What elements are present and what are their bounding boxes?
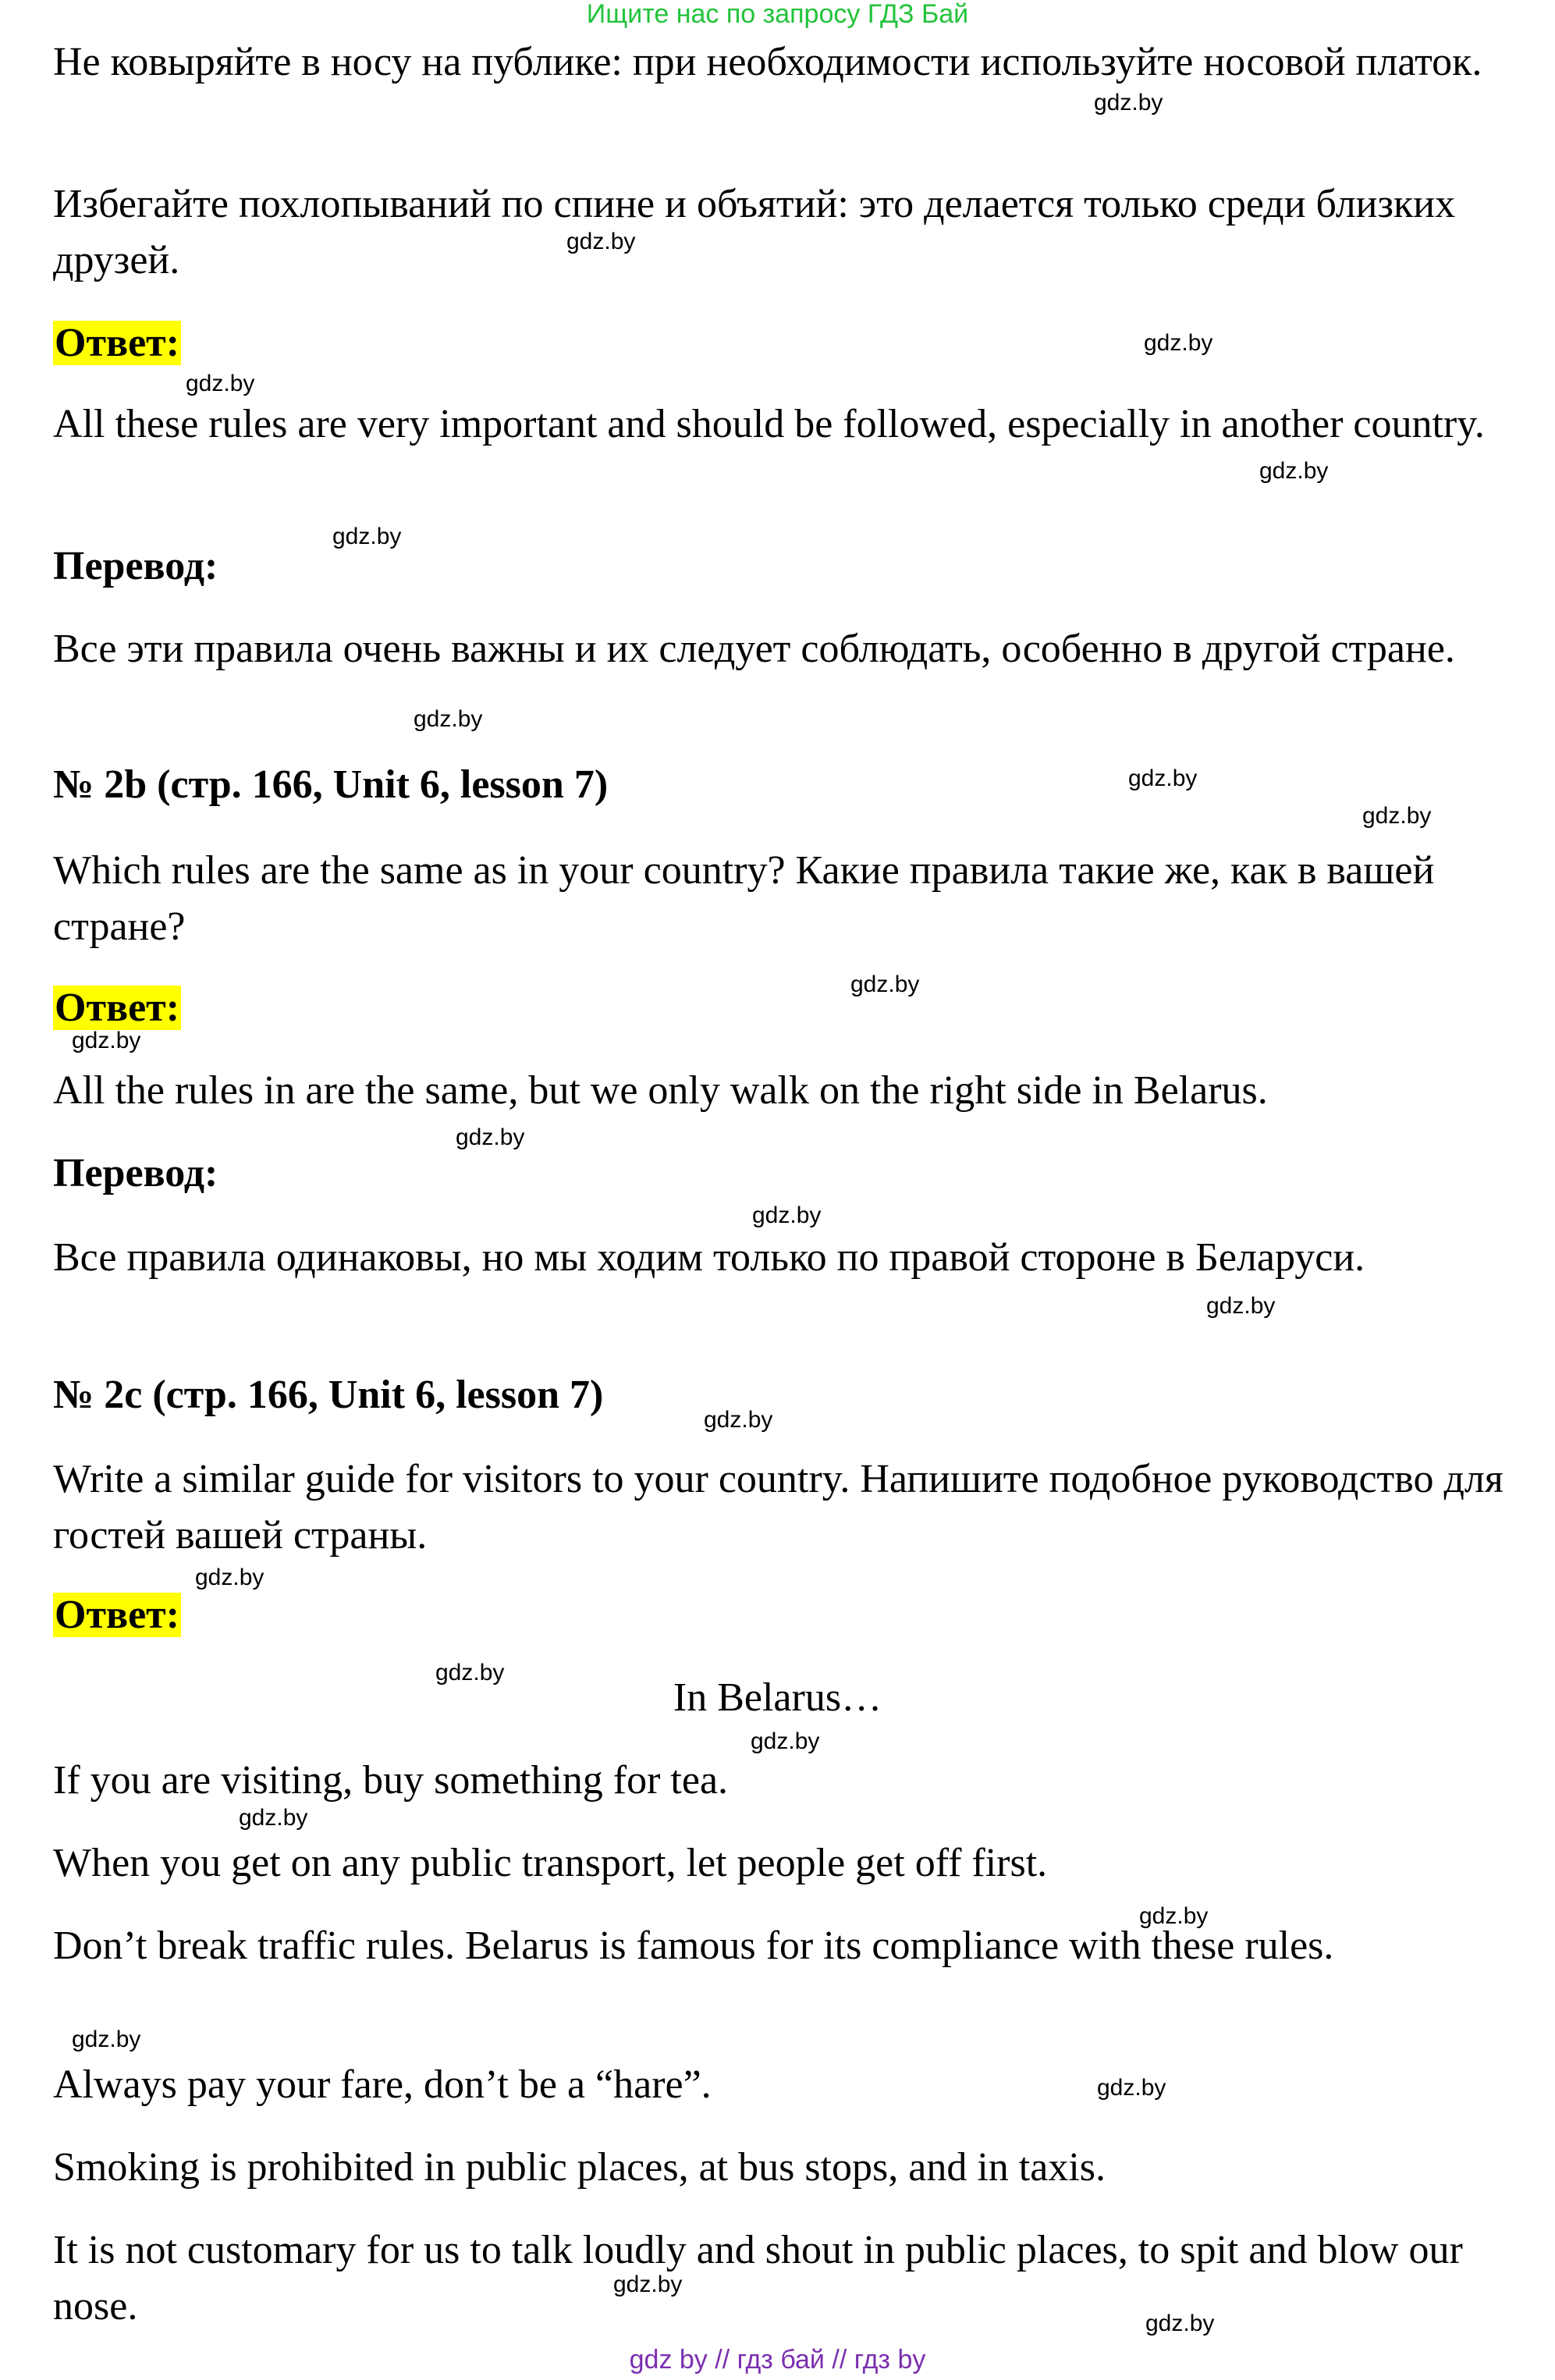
watermark: gdz.by bbox=[1097, 2075, 1166, 2101]
paragraph-translation-1: Все эти правила очень важны и их следует соблюдать, особенно в другой стране. bbox=[53, 627, 1455, 671]
footer-links[interactable]: gdz by // гдз бай // гдз by bbox=[629, 2345, 926, 2375]
watermark: gdz.by bbox=[752, 1202, 822, 1228]
watermark: gdz.by bbox=[1145, 2311, 1215, 2336]
paragraph-avoid-hugs: Избегайте похлопываний по спине и объятий: это делается только среди близких друзей. bbox=[53, 182, 1456, 282]
guide-item-smoking: Smoking is prohibited in public places, at bus stops, and in taxis. bbox=[53, 2145, 1106, 2190]
answer-highlight: Ответ: bbox=[55, 986, 180, 1030]
watermark: gdz.by bbox=[566, 229, 636, 254]
answer-highlight: Ответ: bbox=[55, 1593, 180, 1637]
watermark: gdz.by bbox=[239, 1805, 308, 1831]
watermark: gdz.by bbox=[1094, 90, 1163, 115]
watermark: gdz.by bbox=[850, 972, 920, 997]
watermark: gdz.by bbox=[435, 1660, 505, 1686]
top-banner[interactable]: Ищите нас по запросу ГДЗ Бай bbox=[586, 0, 969, 29]
watermark: gdz.by bbox=[1144, 330, 1213, 356]
watermark: gdz.by bbox=[72, 1028, 141, 1053]
watermark: gdz.by bbox=[751, 1728, 820, 1754]
watermark: gdz.by bbox=[613, 2272, 683, 2297]
watermark: gdz.by bbox=[704, 1407, 773, 1433]
paragraph-answer-2b: All the rules in are the same, but we only walk on the right side in Belarus. bbox=[53, 1068, 1268, 1113]
paragraph-task-2c: Write a similar guide for visitors to your country. Напишите подобное руководство для гостей вашей страны. bbox=[53, 1457, 1504, 1558]
watermark: gdz.by bbox=[1362, 803, 1432, 829]
exercise-heading-2c: № 2c (стр. 166, Unit 6, lesson 7) bbox=[53, 1373, 604, 1417]
answer-label-3 bbox=[53, 1587, 181, 1643]
exercise-heading-2b: № 2b (стр. 166, Unit 6, lesson 7) bbox=[53, 762, 609, 807]
paragraph-no-nose-picking: Не ковыряйте в носу на публике: при необходимости используйте носовой платок. bbox=[53, 40, 1482, 84]
watermark: gdz.by bbox=[332, 524, 402, 549]
guide-item-transport: When you get on any public transport, let people get off first. bbox=[53, 1841, 1048, 1885]
guide-item-tea: If you are visiting, buy something for tea. bbox=[53, 1758, 729, 1803]
watermark: gdz.by bbox=[186, 371, 255, 396]
translation-label-2: Перевод: bbox=[53, 1151, 218, 1195]
translation-label-1: Перевод: bbox=[53, 544, 218, 588]
answer-label-1 bbox=[53, 315, 181, 371]
guide-item-traffic: Don’t break traffic rules. Belarus is famous for its compliance with these rules. bbox=[53, 1924, 1334, 1968]
watermark: gdz.by bbox=[1139, 1903, 1209, 1929]
guide-item-loud-talk: It is not customary for us to talk loudly and shout in public places, to spit and blow our nose. bbox=[53, 2228, 1463, 2328]
watermark: gdz.by bbox=[456, 1124, 525, 1150]
guide-item-fare: Always pay your fare, don’t be a “hare”. bbox=[53, 2062, 712, 2107]
paragraph-translation-2b: Все правила одинаковы, но мы ходим только по правой стороне в Беларуси. bbox=[53, 1235, 1365, 1280]
paragraph-answer-1: All these rules are very important and should be followed, especially in another country. bbox=[53, 402, 1485, 446]
watermark: gdz.by bbox=[195, 1565, 264, 1590]
watermark: gdz.by bbox=[1128, 766, 1198, 791]
watermark: gdz.by bbox=[1259, 458, 1329, 484]
watermark: gdz.by bbox=[414, 706, 483, 732]
watermark: gdz.by bbox=[1206, 1293, 1276, 1319]
watermark: gdz.by bbox=[72, 2027, 141, 2052]
paragraph-question-2b: Which rules are the same as in your country? Какие правила такие же, как в вашей стране? bbox=[53, 848, 1435, 949]
guide-title: In Belarus… bbox=[673, 1675, 882, 1720]
answer-highlight: Ответ: bbox=[55, 321, 180, 365]
